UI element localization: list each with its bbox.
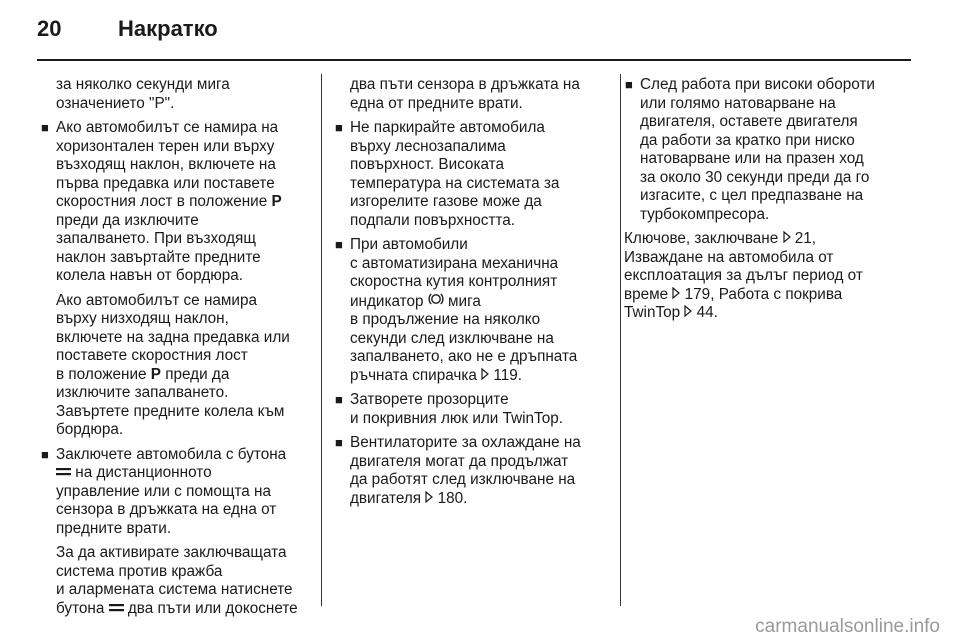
text-line: изключите запалването. (56, 384, 229, 401)
page-number: 20 (37, 16, 62, 41)
text-fragment: бутона (56, 599, 109, 617)
text-fragment: Ключове, заключване (624, 230, 783, 247)
text-line: изгорелите газове може да (350, 193, 542, 210)
text-line: сензора в дръжката на една от (56, 501, 277, 518)
square-bullet-icon: ■ (41, 120, 49, 135)
square-bullet-icon: ■ (335, 392, 343, 407)
text-fragment: в положение (56, 365, 151, 383)
list-item (334, 119, 610, 230)
text-line: запалването, ако не е дръпната (350, 348, 578, 365)
text-line (56, 464, 310, 483)
text-fragment: мига (443, 292, 481, 310)
page-title: Накратко (118, 16, 218, 41)
text-line (56, 193, 310, 212)
page-reference: 21, (794, 230, 817, 247)
header-rule (37, 59, 911, 61)
brake-indicator-icon (428, 292, 444, 312)
text-fragment: на дистанционното (71, 464, 212, 481)
column-divider (321, 74, 322, 606)
text-fragment: скоростния лост в положение (56, 193, 272, 210)
text-line: върху леснозапалима (350, 137, 506, 155)
column-1 (40, 76, 310, 624)
paragraph (350, 76, 610, 113)
square-bullet-icon: ■ (335, 435, 343, 450)
text-line: Ако автомобилът се намира (56, 291, 257, 309)
text-line: една от предните врати. (350, 94, 523, 112)
text-line: система против кражба (56, 562, 223, 580)
text-line: секунди след изключване на (350, 329, 554, 347)
gear-position-p: P (271, 193, 282, 210)
text-line: включете на задна предавка или (56, 328, 290, 346)
text-line: да работи за кратко при ниско (640, 131, 855, 149)
lock-button-icon (109, 600, 124, 619)
watermark: carmanualsonline.info (755, 616, 940, 637)
text-line: Ако автомобилът се намира на (56, 119, 279, 136)
column-3 (624, 76, 914, 329)
text-line: в продължение на няколко (350, 311, 541, 328)
column-2 (334, 76, 610, 514)
paragraph (56, 292, 310, 440)
page-reference-icon (783, 230, 791, 249)
text-line: предните врати. (56, 519, 172, 537)
text-fragment: преди да (160, 365, 230, 383)
text-line (56, 600, 310, 619)
text-line: възходящ наклон, включете на (56, 156, 276, 173)
text-line: запалването. При възходящ (56, 230, 256, 247)
text-line: натоварване или на празен ход (640, 150, 864, 167)
square-bullet-icon: ■ (41, 446, 49, 462)
text-line (350, 292, 610, 312)
text-line (350, 367, 610, 386)
text-line: с автоматизирана механична (350, 254, 559, 272)
lock-button-icon (56, 464, 71, 483)
page-reference: 44. (696, 304, 718, 321)
text-line: двигателя, оставете двигателя (640, 113, 858, 130)
text-line: двигателя могат да продължат (350, 452, 569, 470)
text-line: колела навън от бордюра. (56, 267, 243, 284)
text-line: експлоатация за дълъг период от (624, 267, 863, 284)
text-fragment: време (624, 285, 673, 303)
text-line: Вентилаторите за охлаждане на (350, 434, 581, 451)
text-line: поставете скоростния лост (56, 347, 248, 364)
text-line: Заключете автомобила с бутона (56, 445, 287, 463)
text-line: подпали повърхността. (350, 211, 516, 229)
text-line: и алармената система натиснете (56, 581, 293, 598)
text-fragment: TwinTop (624, 304, 685, 321)
text-line: изгасите, с цел предпазване на (640, 187, 864, 204)
square-bullet-icon: ■ (335, 120, 343, 135)
page-reference-icon (684, 304, 692, 323)
text-fragment: ръчната спирачка (350, 366, 482, 384)
text-fragment: 179, Работа с покрива (684, 285, 843, 303)
text-line: Затворете прозорците (350, 391, 509, 408)
text-line (350, 490, 610, 509)
text-line: означението "P". (56, 94, 175, 112)
text-line: бордюра. (56, 421, 124, 438)
text-line: за няколко секунди мига (56, 76, 230, 93)
text-fragment: индикатор (350, 292, 428, 310)
list-item (624, 76, 914, 224)
text-line: или голямо натоварване на (640, 94, 836, 112)
text-line (56, 366, 310, 385)
text-line: За да активирате заключващата (56, 544, 287, 561)
list-item (334, 391, 610, 428)
text-fragment: двигателя (350, 489, 426, 507)
list-item (40, 446, 310, 539)
text-line: турбокомпресора. (640, 205, 770, 223)
text-line: преди да изключите (56, 211, 199, 229)
text-line: управление или с помощта на (56, 482, 272, 500)
text-line: и покривния люк или TwinTop. (350, 409, 563, 427)
text-line: хоризонтален терен или върху (56, 137, 275, 155)
text-line: за около 30 секунди преди да го (640, 168, 870, 186)
page-reference-icon (672, 286, 680, 305)
cross-references (624, 230, 914, 323)
gear-position-p: P (150, 365, 161, 383)
text-line: да работят след изключване на (350, 471, 576, 488)
text-line: Изваждане на автомобила от (624, 248, 834, 266)
list-item (40, 119, 310, 286)
text-line: Завъртете предните колела към (56, 402, 285, 420)
page-reference: 180. (437, 489, 468, 507)
text-line (624, 304, 914, 323)
text-line: наклон завъртайте предните (56, 248, 261, 266)
page-reference: 119. (493, 366, 523, 384)
text-line: първа предавка или поставете (56, 174, 275, 192)
text-line: върху низходящ наклон, (56, 310, 229, 327)
page-reference-icon (481, 367, 489, 386)
list-item (334, 434, 610, 508)
text-line: При автомобили (350, 236, 468, 253)
square-bullet-icon: ■ (625, 77, 633, 92)
square-bullet-icon: ■ (335, 237, 343, 252)
text-fragment: два пъти или докоснете (123, 599, 298, 617)
text-line: повърхност. Високата (350, 156, 504, 173)
text-line: Не паркирайте автомобила (350, 119, 545, 136)
paragraph (56, 76, 310, 113)
paragraph (56, 544, 310, 618)
text-line (624, 230, 914, 249)
text-line: скоростна кутия контролният (350, 273, 558, 290)
page-reference-icon (425, 490, 433, 509)
column-divider (620, 74, 621, 606)
text-line: два пъти сензора в дръжката на (350, 76, 580, 93)
text-line (624, 286, 914, 305)
text-line: След работа при високи обороти (640, 76, 875, 93)
text-line: температура на системата за (350, 174, 560, 192)
list-item (334, 236, 610, 385)
